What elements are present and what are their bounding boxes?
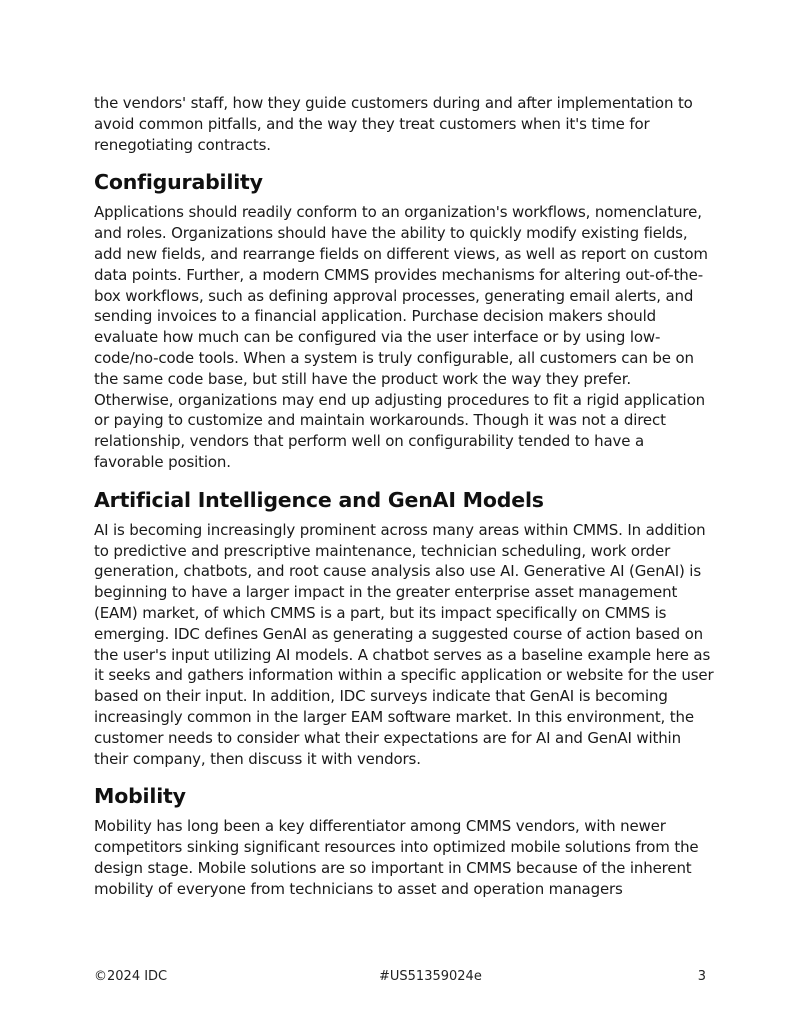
section-body-ai-genai: AI is becoming increasingly prominent across many areas within CMMS. In addition to predictive and prescriptive maintenance, technician scheduling, work order generation, chatbots, and root cause analysis also use AI. Generative AI (GenAI) is beginning to have a larger impact in the greater enterprise asset management (EAM) market, of which CMMS is a part, but its impact specifically on CMMS is emerging. IDC defines GenAI as generating a suggested course of action based on the user's input utilizing AI models. A chatbot serves as a baseline example here as it seeks and gathers information within a specific application or website for the user based on their input. In addition, IDC surveys indicate that GenAI is becoming increasingly common in the larger EAM software market. In this environment, the customer needs to consider what their expectations are for AI and GenAI within their company, then discuss it with vendors. [94,520,714,768]
section-body-mobility: Mobility has long been a key differentiator among CMMS vendors, with newer competitors sinking significant resources into optimized mobile solutions from the design stage. Mobile solutions are so important in CMMS because of the inherent mobility of everyone from technicians to asset and operation managers [94,817,699,898]
section-heading-mobility: Mobility [94,784,186,809]
document-page [94,93,714,900]
footer-page-number: 3 [697,969,706,984]
footer-copyright: ©2024 IDC [94,969,168,984]
section-body-configurability: Applications should readily conform to an organization's workflows, nomenclature, and roles. Organizations should have the ability to quickly modify existing fields, add new fields, and rearrange fields on different views, as well as report on custom data points. Further, a modern CMMS provides mechanisms for altering out-of-the-box workflows, such as defining approval processes, generating email alerts, and sending invoices to a financial application. Purchase decision makers should evaluate how much can be configured via the user interface or by using low-code/no-code tools. When a system is truly configurable, all customers can be on the same code base, but still have the product work the way they prefer. Otherwise, organizations may end up adjusting procedures to fit a rigid application or paying to customize and maintain workarounds. Though it was not a direct relationship, vendors that perform well on configurability tended to have a favorable position. [94,203,708,471]
intro-paragraph: the vendors' staff, how they guide customers during and after implementation to avoid common pitfalls, and the way they treat customers when it's time for renegotiating contracts. [94,94,693,154]
section-heading-ai-genai: Artificial Intelligence and GenAI Models [94,487,544,512]
footer-document-id: #US51359024e [379,969,482,984]
page-footer [94,967,706,987]
section-heading-configurability: Configurability [94,170,263,195]
